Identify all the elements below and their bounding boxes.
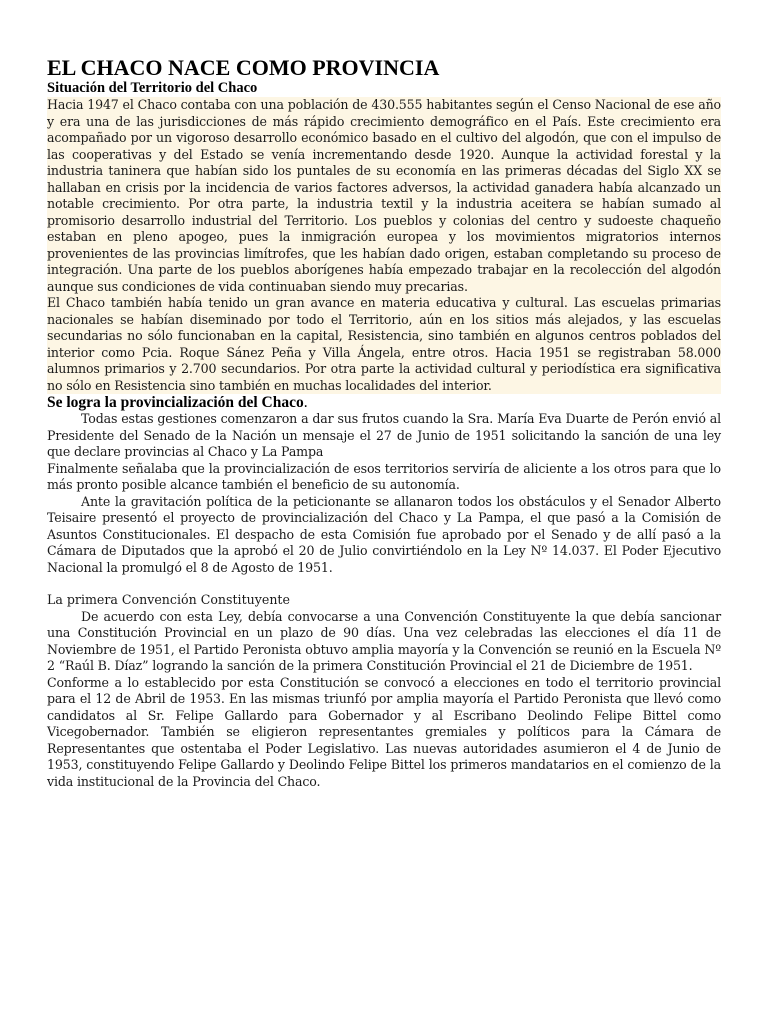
paragraph-convencion: De acuerdo con esta Ley, debía convocarse a una Convención Constituyente la que debía sancionar una Constitución Provincial en un plazo de 90 días. Una vez celebradas las elecciones el día 11 de Noviembre de 1951, el Partido Peronista obtuvo amplia mayoría y la Convención se reunió en la Escuela Nº 2 “Raúl B. Díaz” logrando la sanción de la primera Constitución Provincial el 21 de Diciembre de 1951. xyxy=(47,608,721,673)
section-heading-convencion: La primera Convención Constituyente xyxy=(47,592,290,607)
document-page xyxy=(47,56,721,790)
section-heading-provincializacion-text: Se logra la provincialización del Chaco xyxy=(47,394,304,411)
document-title: EL CHACO NACE COMO PROVINCIA xyxy=(47,55,440,80)
paragraph-educacion: El Chaco también había tenido un gran avance en materia educativa y cultural. Las escuelas primarias nacionales se habían diseminado por todo el Territorio, aún en los sitios más alejados, y las escuelas secundarias no sólo funcionaban en la capital, Resistencia, sino también en algunos centros poblados del interior como Pcia. Roque Sánez Peña y Villa Ángela, entre otros. Hacia 1951 se registraban 58.000 alumnos primarios y 2.700 secundarios. Por otra parte la actividad cultural y periodística era significativa no sólo en Resistencia sino también en muchas localidades del interior. xyxy=(47,295,721,393)
spacer xyxy=(47,576,721,592)
paragraph-poblacion: Hacia 1947 el Chaco contaba con una población de 430.555 habitantes según el Censo Nacional de ese año y era una de las jurisdicciones de más rápido crecimiento demográfico en el País. Este crecimiento era acompañado por un vigoroso desarrollo económico basado en el cultivo del algodón, que con el impulso de las cooperativas y del Estado se venía incrementando desde 1920. Aunque la actividad forestal y la industria taninera que habían sido los puntales de su economía en las primeras décadas del Siglo XX se hallaban en crisis por la incidencia de varios factores adversos, la actividad ganadera había alcanzado un notable crecimiento. Por otra parte, la industria textil y la industria aceitera se habían sumado al promisorio desarrollo industrial del Territorio. Los pueblos y colonias del centro y sudoeste chaqueño estaban en pleno apogeo, pues la inmigración europea y los movimientos migratorios internos provenientes de las provincias limítrofes, que les habían dado origen, estaban completando su proceso de integración. Una parte de los pueblos aborígenes había empezado trabajar en la recolección del algodón aunque sus condiciones de vida continuaban siendo muy precarias. xyxy=(47,97,721,294)
paragraph-eva-peron: Todas estas gestiones comenzaron a dar sus frutos cuando la Sra. María Eva Duarte de Perón envió al Presidente del Senado de la Nación un mensaje el 27 de Junio de 1951 solicitando la sanción de una ley que declare provincias al Chaco y La Pampa xyxy=(47,411,721,459)
paragraph-ley: Ante la gravitación política de la peticionante se allanaron todos los obstáculos y el Senador Alberto Teisaire presentó el proyecto de provincialización del Chaco y La Pampa, el que pasó a la Comisión de Asuntos Constitucionales. El despacho de esta Comisión fue aprobado por el Senado y de allí pasó a la Cámara de Diputados que la aprobó el 20 de Julio convirtiéndolo en la Ley Nº 14.037. El Poder Ejecutivo Nacional la promulgó el 8 de Agosto de 1951. xyxy=(47,493,721,575)
paragraph-autonomia: Finalmente señalaba que la provincialización de esos territorios serviría de aliciente a los otros para que lo más pronto posible alcance también el beneficio de su autonomía. xyxy=(47,460,721,492)
section-heading-provincializacion xyxy=(47,394,721,411)
section-heading-situacion: Situación del Territorio del Chaco xyxy=(47,80,258,96)
section-heading-period: . xyxy=(303,394,308,411)
paragraph-elecciones: Conforme a lo establecido por esta Constitución se convocó a elecciones en todo el territorio provincial para el 12 de Abril de 1953. En las mismas triunfó por amplia mayoría el Partido Peronista que llevó como candidatos al Sr. Felipe Gallardo para Gobernador y al Escribano Deolindo Felipe Bittel como Vicegobernador. También se eligieron representantes gremiales y políticos para la Cámara de Representantes que ostentaba el Poder Legislativo. Las nuevas autoridades asumieron el 4 de Junio de 1953, constituyendo Felipe Gallardo y Deolindo Felipe Bittel los primeros mandatarios en el comienzo de la vida institucional de la Provincia del Chaco. xyxy=(47,674,721,789)
